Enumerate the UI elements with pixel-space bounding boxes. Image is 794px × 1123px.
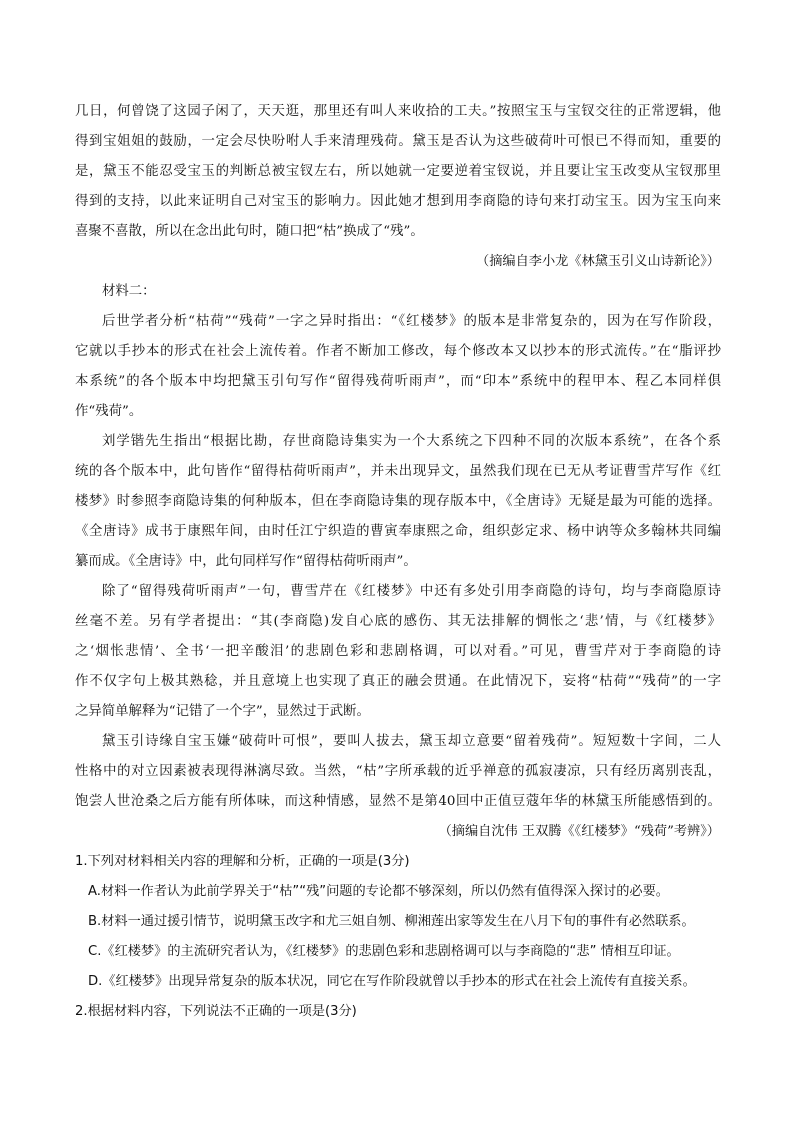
question-1-option-a: A.材料一作者认为此前学界关于“枯”“残”问题的专论都不够深刻，所以仍然有值得深入探讨的必要。: [88, 884, 669, 899]
paragraph-line: 楼梦》时参照李商隐诗集的何种版本，但在李商隐诗集的现存版本中，《全唐诗》无疑是最为可能的选择。: [75, 494, 721, 509]
paragraph-line: 性格中的对立因素被表现得淋漓尽致。当然，“枯”字所承载的近乎禅意的孤寂凄凉，只有经历离别丧乱，: [75, 764, 721, 779]
paragraph-line: 后世学者分析“枯荷”“残荷”一字之异时指出：“《红楼梦》的版本是非常复杂的，因为在写作阶段，: [102, 314, 721, 329]
material2-heading: 材料二：: [102, 284, 156, 299]
paragraph-line: 作不仅字句上极其熟稔，并且意境上也实现了真正的融会贯通。在此情况下，妄将“枯荷”“残荷”的一字: [75, 674, 721, 689]
question-1-option-b: B.材料一通过援引情节，说明黛玉改字和尤三姐自刎、柳湘莲出家等发生在八月下旬的事件有必然联系。: [88, 914, 695, 929]
paragraph-line: 得到宝姐姐的鼓励，一定会尽快吩咐人手来清理残荷。黛玉是否认为这些破荷叶可恨已不得而知，重要的: [75, 134, 721, 149]
paragraph-line: 之‘烟怅悲情’、全书‘一把辛酸泪’的悲剧色彩和悲剧格调，可以对看。”可见，曹雪芹对于李商隐的诗: [75, 644, 721, 659]
question-1-option-d: D.《红楼梦》出现异常复杂的版本状况，同它在写作阶段就曾以手抄本的形式在社会上流传有直接关系。: [88, 974, 696, 989]
paragraph-line: 它就以手抄本的形式在社会上流传着。作者不断加工修改，每个修改本又以抄本的形式流传。”在“脂评抄: [75, 344, 721, 359]
paragraph-line: 黛玉引诗缘自宝玉嫌“破荷叶可恨”，要叫人拔去，黛玉却立意要“留着残荷”。短短数十字间，二人: [102, 734, 721, 749]
paragraph-line: 饱尝人世沧桑之后方能有所体味，而这种情感，显然不是第40回中正值豆蔻年华的林黛玉所能感悟到的。: [75, 794, 721, 809]
paragraph-line: 丝毫不差。另有学者提出：“其(李商隐)发自心底的感伤、其无法排解的惆怅之‘悲’情，与《红楼梦》: [75, 614, 721, 629]
source-citation-2: （摘编自沈伟 王双腾《《红楼梦》“残荷”考辨》）: [438, 824, 720, 839]
question-1-option-c: C.《红楼梦》的主流研究者认为，《红楼梦》的悲剧色彩和悲剧格调可以与李商隐的“悲” 情相互印证。: [88, 944, 680, 959]
paragraph-line: 《全唐诗》成书于康熙年间，由时任江宁织造的曹寅奉康熙之命，组织彭定求、杨中讷等众多翰林共同编: [75, 524, 721, 539]
paragraph-line: 刘学锴先生指出“根据比勘，存世商隐诗集实为一个大系统之下四种不同的次版本系统”，在各个系: [102, 434, 721, 449]
paragraph-line: 喜聚不喜散，所以在念出此句时，随口把“枯”换成了“残”。: [75, 224, 424, 239]
paragraph-line: 统的各个版本中，此句皆作“留得枯荷听雨声”，并未出现异文，虽然我们现在已无从考证曹雪芹写作《红: [75, 464, 721, 479]
paragraph-line: 本系统”的各个版本中均把黛玉引句写作“留得残荷听雨声”，而“印本”系统中的程甲本、程乙本同样倶: [75, 374, 721, 389]
source-citation-1: （摘编自李小龙《林黛玉引义山诗新论》）: [476, 254, 720, 269]
question-2-stem: 2.根据材料内容，下列说法不正确的一项是(3分): [75, 1004, 357, 1019]
paragraph-line: 得到的支持，以此来证明自己对宝玉的影响力。因此她才想到用李商隐的诗句来打动宝玉。因为宝玉向来: [75, 194, 721, 209]
paragraph-line: 作“残荷”。: [75, 404, 143, 419]
question-1-stem: 1.下列对材料相关内容的理解和分析，正确的一项是(3分): [75, 854, 410, 869]
paragraph-line: 之异简单解释为“记错了一个字”，显然过于武断。: [75, 704, 370, 719]
paragraph-line: 除了“留得残荷听雨声”一句，曹雪芹在《红楼梦》中还有多处引用李商隐的诗句，均与李商隐原诗: [102, 584, 721, 599]
paragraph-line: 纂而成。《全唐诗》中，此句同样写作“留得枯荷听雨声”。: [75, 554, 417, 569]
paragraph-line: 是，黛玉不能忍受宝玉的判断总被宝钗左右，所以她就一定要逆着宝钗说，并且要让宝玉改变从宝钗那里: [75, 164, 721, 179]
paragraph-line: 几日，何曾饶了这园子闲了，天天逛，那里还有叫人来收拾的工夫。”按照宝玉与宝钗交往的正常逻辑，他: [75, 104, 721, 119]
